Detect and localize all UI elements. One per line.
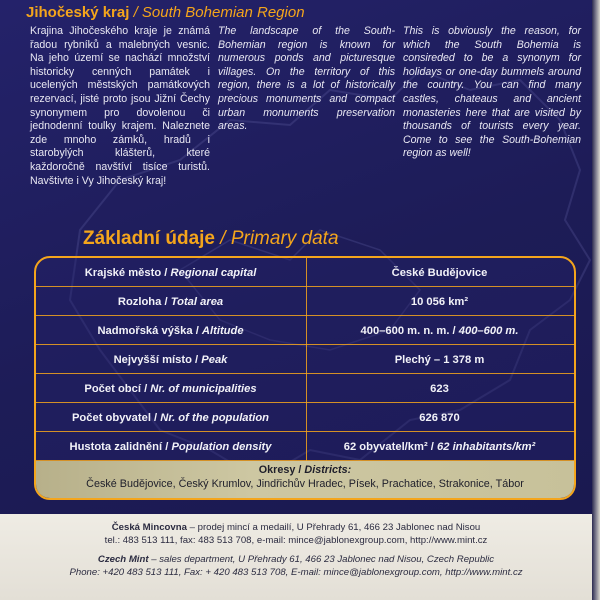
row-value: 62 obyvatel/km² / 62 inhabitants/km²: [343, 440, 536, 453]
row-value: Plechý – 1 378 m: [394, 353, 485, 366]
footer: [0, 514, 592, 600]
table-row: [36, 287, 574, 316]
footer-line-cz-contact: tel.: 483 513 111, fax: 483 513 708, e-mail: mince@jablonexgroup.com, http://www.mint.cz: [104, 534, 488, 546]
footer-line-cz-address: Česká Mincovna – prodej mincí a medailí, U Přehrady 61, 466 23 Jablonec nad Nisou: [111, 522, 481, 533]
footer-line-en-contact: Phone: +420 483 513 111, Fax: + 420 483 513 708, E-mail: mince@jablonexgroup.com, http://www.mint.cz: [69, 566, 523, 578]
table-row: [36, 432, 574, 461]
table-row: [36, 345, 574, 374]
footer-line-en-address: Czech Mint – sales department, U Přehrady 61, 466 23 Jablonec nad Nisou, Czech Republic: [97, 554, 495, 565]
row-value: 626 870: [419, 411, 460, 424]
intro-text-czech: Krajina Jihočeského kraje je známá řadou rybníků a malebných vesnic. Na jeho území se nachází množství historicky cenných památek i ucelených městských památkových rezervací, jisté proto jsou Jižní Čechy synonymem pro dovolenou či jednodenní toulky krajem. Naleznete zde mnoho zámků, hradů i starobylých klášterů, které každoročně navštíví tisíce turistů. Navštivte i Vy Jihočeský kraj!: [30, 25, 210, 187]
primary-data-table: [34, 256, 576, 500]
intro-text-english-1: The landscape of the South-Bohemian region is known for numerous ponds and picturesque villages. On the territory of this region, there is a lot of historically precious monuments and compact urban monuments preservation areas.: [218, 25, 395, 133]
row-label: Hustota zalidnění / Population density: [69, 440, 272, 453]
row-value: 400–600 m. n. m. / 400–600 m.: [360, 324, 519, 337]
page-edge: [592, 0, 600, 600]
table-row: [36, 258, 574, 287]
row-label: Rozloha / Total area: [117, 295, 224, 308]
row-value: 623: [430, 382, 449, 395]
intro-text-english-2: This is obviously the reason, for which the South Bohemia is consireded to be a synonym for holidays or one-day bummels around the country. You can find many castles, chateaus and ancient monasteries here that are visited by thousands of tourists every year. Come to see the South-Bohemian region as well!: [403, 25, 581, 160]
table-row: [36, 374, 574, 403]
row-value: České Budějovice: [391, 266, 488, 279]
districts-title: Okresy / Districts:: [258, 464, 352, 476]
row-label: Počet obcí / Nr. of municipalities: [84, 382, 257, 395]
table-row: [36, 403, 574, 432]
row-label: Nejvyšší místo / Peak: [113, 353, 228, 366]
row-label: Nadmořská výška / Altitude: [97, 324, 244, 337]
districts-list: České Budějovice, Český Krumlov, Jindřichův Hradec, Písek, Prachatice, Strakonice, Tábor: [86, 478, 524, 490]
region-title: Jihočeský kraj / South Bohemian Region: [26, 4, 305, 21]
table-row: [36, 316, 574, 345]
primary-data-heading: Základní údaje / Primary data: [83, 228, 339, 249]
row-label: Krajské město / Regional capital: [84, 266, 257, 279]
row-value: 10 056 km²: [410, 295, 469, 308]
districts-box: [36, 461, 574, 498]
row-label: Počet obyvatel / Nr. of the population: [71, 411, 270, 424]
